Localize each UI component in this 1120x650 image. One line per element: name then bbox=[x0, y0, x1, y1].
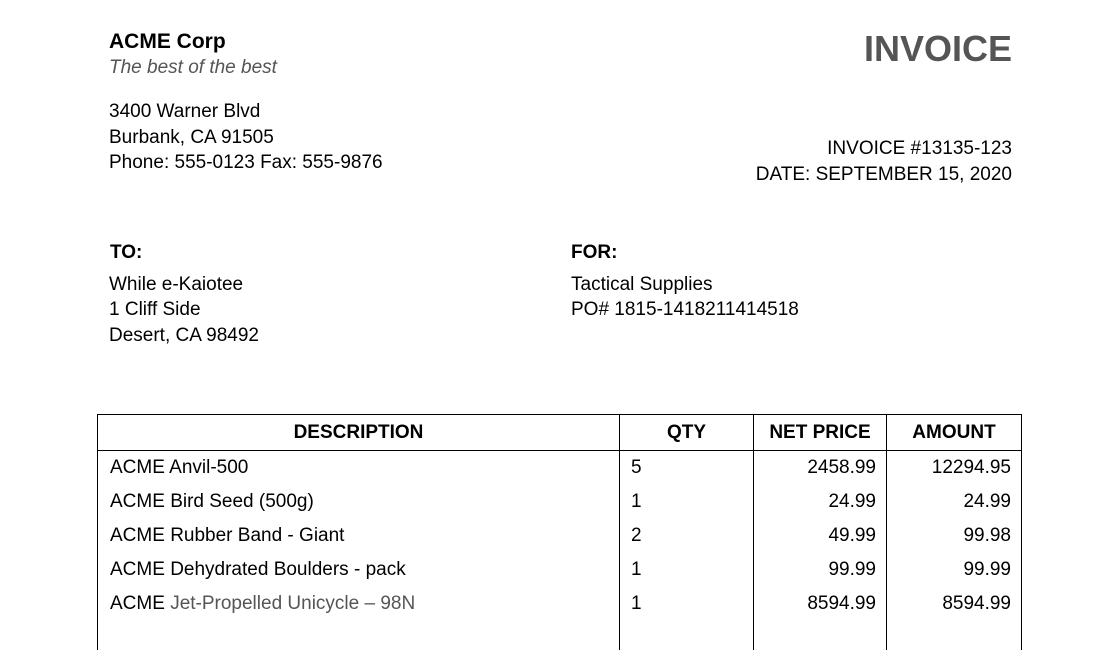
to-name: While e-Kaiotee bbox=[109, 274, 244, 295]
invoice-number: INVOICE #13135-123 bbox=[827, 138, 1012, 159]
cell-net-price: 2458.99 bbox=[754, 451, 887, 486]
cell-qty: 1 bbox=[620, 485, 754, 519]
cell-description: ACME Jet-Propelled Unicycle – 98N bbox=[98, 587, 620, 621]
company-address-city: Burbank, CA 91505 bbox=[109, 127, 274, 148]
cell-net-price: 24.99 bbox=[754, 485, 887, 519]
for-po-number: PO# 1815-1418211414518 bbox=[571, 299, 799, 320]
to-label: TO: bbox=[110, 242, 143, 263]
cell-qty: 1 bbox=[620, 553, 754, 587]
company-name: ACME Corp bbox=[109, 30, 226, 53]
cell-net-price: 8594.99 bbox=[754, 587, 887, 621]
table-row bbox=[98, 485, 1022, 519]
cell-amount: 24.99 bbox=[887, 485, 1022, 519]
cell-qty: 1 bbox=[620, 587, 754, 621]
header-net-price: NET PRICE bbox=[754, 415, 887, 451]
header-amount: AMOUNT bbox=[887, 415, 1022, 451]
table-empty-row bbox=[98, 621, 1022, 650]
table-row bbox=[98, 451, 1022, 486]
cell-amount: 99.98 bbox=[887, 519, 1022, 553]
cell-net-price: 49.99 bbox=[754, 519, 887, 553]
table-row bbox=[98, 519, 1022, 553]
cell-amount: 12294.95 bbox=[887, 451, 1022, 486]
cell-description: ACME Rubber Band - Giant bbox=[98, 519, 620, 553]
empty-cell bbox=[754, 621, 887, 650]
company-phone-fax: Phone: 555-0123 Fax: 555-9876 bbox=[109, 152, 383, 173]
invoice-title: INVOICE bbox=[863, 28, 1012, 69]
cell-description: ACME Bird Seed (500g) bbox=[98, 485, 620, 519]
cell-qty: 2 bbox=[620, 519, 754, 553]
for-label: FOR: bbox=[571, 242, 618, 263]
company-tagline: The best of the best bbox=[109, 57, 277, 78]
items-table bbox=[97, 414, 1022, 650]
to-street: 1 Cliff Side bbox=[109, 299, 201, 320]
empty-cell bbox=[887, 621, 1022, 650]
header-qty: QTY bbox=[620, 415, 754, 451]
cell-amount: 99.99 bbox=[887, 553, 1022, 587]
cell-qty: 5 bbox=[620, 451, 754, 486]
to-city: Desert, CA 98492 bbox=[109, 325, 259, 346]
invoice-date: DATE: SEPTEMBER 15, 2020 bbox=[755, 164, 1012, 185]
header-description: DESCRIPTION bbox=[98, 415, 620, 451]
table-header-row bbox=[98, 415, 1022, 451]
table-row bbox=[98, 553, 1022, 587]
empty-cell bbox=[98, 621, 620, 650]
cell-net-price: 99.99 bbox=[754, 553, 887, 587]
cell-description: ACME Anvil-500 bbox=[98, 451, 620, 486]
cell-amount: 8594.99 bbox=[887, 587, 1022, 621]
table-row bbox=[98, 587, 1022, 621]
empty-cell bbox=[620, 621, 754, 650]
cell-description: ACME Dehydrated Boulders - pack bbox=[98, 553, 620, 587]
for-company: Tactical Supplies bbox=[571, 274, 713, 295]
company-address-street: 3400 Warner Blvd bbox=[109, 101, 261, 122]
